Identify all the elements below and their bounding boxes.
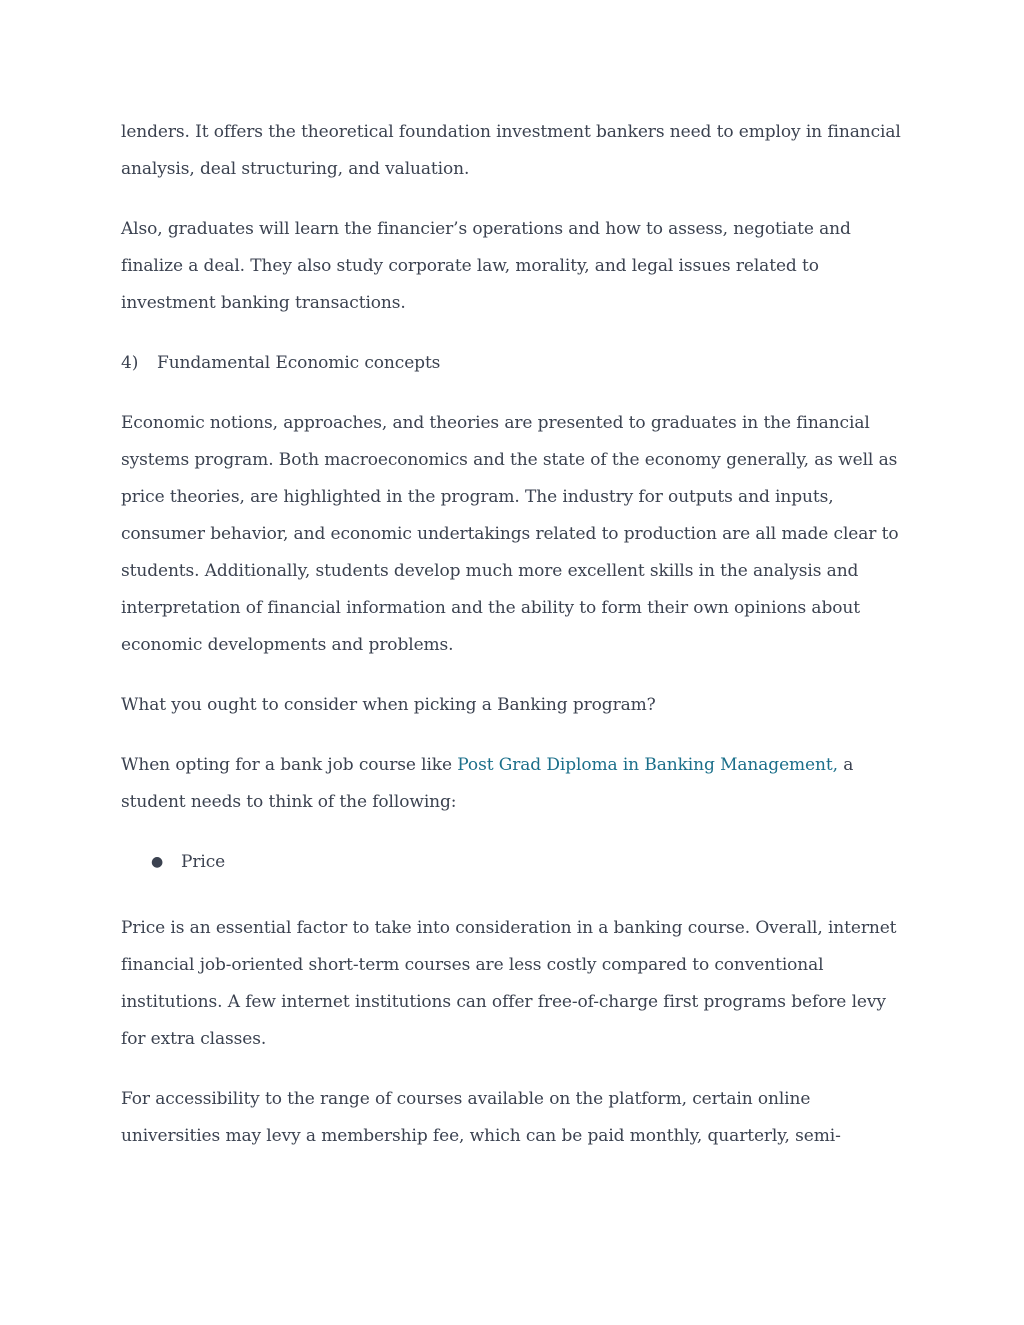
list-item	[121, 844, 911, 881]
paragraph-question: What you ought to consider when picking a Banking program?	[121, 695, 656, 715]
section-heading-economic-concepts	[121, 345, 911, 382]
consideration-list	[121, 844, 911, 881]
paragraph-bank-course-tail: a student needs to think of the following:	[121, 755, 854, 812]
paragraph-bank-course-lead: When opting for a bank job course like	[121, 755, 458, 775]
paragraph-price: Price is an essential factor to take into consideration in a banking course. Overall, internet financial job-oriented short-term courses are less costly compared to conventional institutions. A few internet institutions can offer free-of-charge first programs before levy for extra classes.	[121, 918, 897, 1049]
document-page	[121, 114, 911, 1178]
paragraph-economic-notions: Economic notions, approaches, and theories are presented to graduates in the financial systems program. Both macroeconomics and the state of the economy generally, as well as price theories, are highlighted in the program. The industry for outputs and inputs, consumer behavior, and economic undertakings related to production are all made clear to students. Additionally, students develop much more excellent skills in the analysis and interpretation of financial information and the ability to form their own opinions about economic developments and problems.	[121, 413, 899, 655]
section-number: 4)	[121, 353, 139, 373]
paragraph-financier-operations: Also, graduates will learn the financier’s operations and how to assess, negotiate and finalize a deal. They also study corporate law, morality, and legal issues related to investment banking transactions.	[121, 219, 851, 313]
list-item-label: Price	[181, 852, 226, 872]
paragraph-bank-course	[121, 747, 911, 821]
paragraph-membership-fee: For accessibility to the range of courses available on the platform, certain online universities may levy a membership fee, which can be paid monthly, quarterly, semi-	[121, 1089, 841, 1146]
section-title: Fundamental Economic concepts	[157, 353, 441, 373]
pgdbm-link[interactable]: Post Grad Diploma in Banking Management,	[457, 755, 838, 775]
paragraph-investment-banking-foundation: lenders. It offers the theoretical foundation investment bankers need to employ in financial analysis, deal structuring, and valuation.	[121, 122, 901, 179]
bullet-icon: ●	[151, 854, 164, 870]
